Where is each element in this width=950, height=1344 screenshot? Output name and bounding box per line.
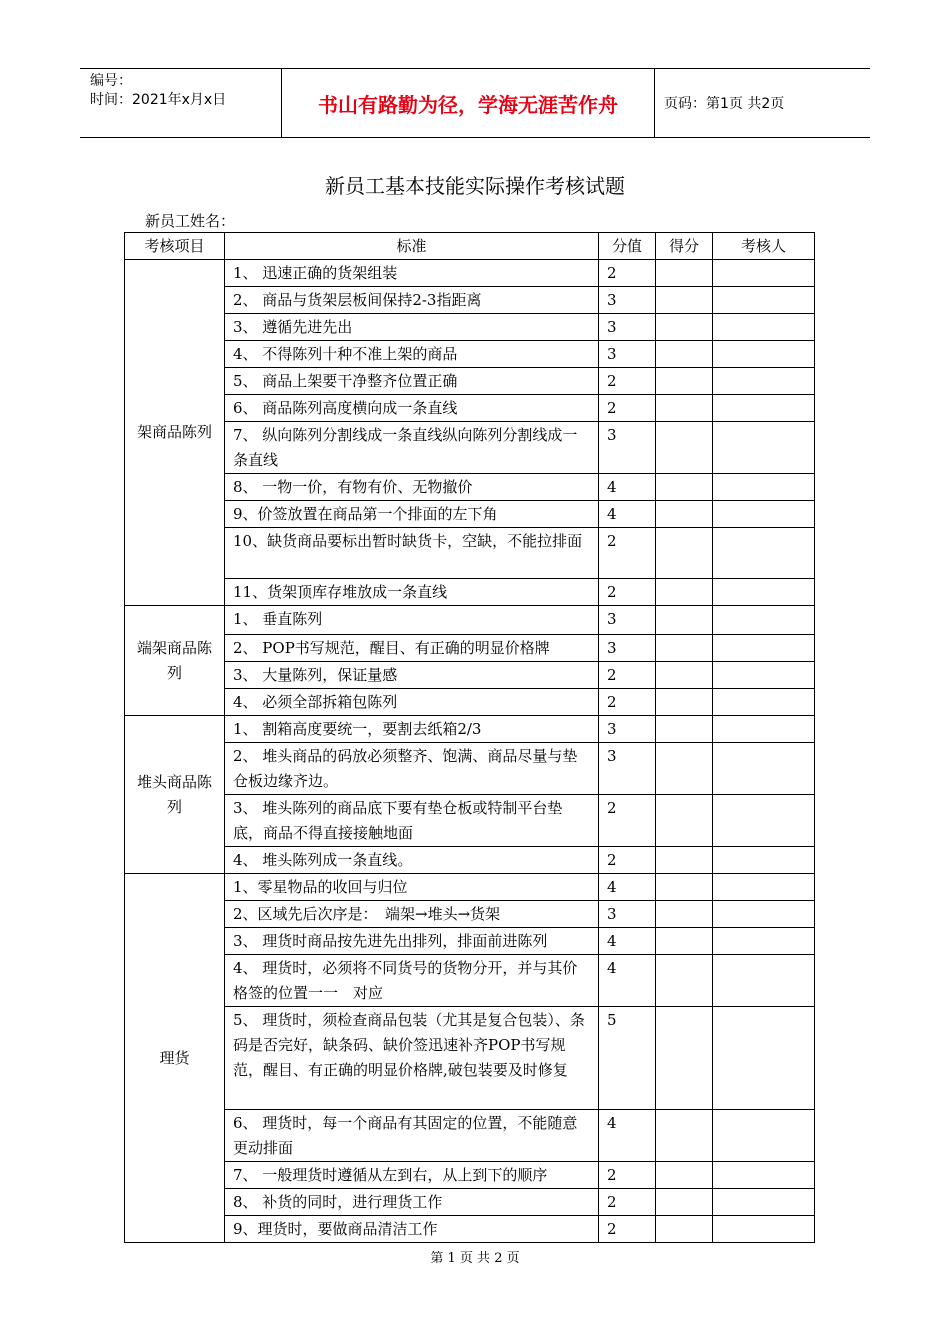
table-row (125, 847, 815, 874)
assessor-cell[interactable] (713, 474, 815, 501)
standard-cell: 3、 理货时商品按先进先出排列，排面前进陈列 (225, 928, 599, 955)
assessor-cell[interactable] (713, 795, 815, 847)
score-cell: 3 (599, 743, 656, 795)
earned-score-cell[interactable] (656, 662, 713, 689)
table-row (125, 795, 815, 847)
earned-score-cell[interactable] (656, 260, 713, 287)
assessor-cell[interactable] (713, 1189, 815, 1216)
table-row (125, 662, 815, 689)
standard-cell: 5、 商品上架要干净整齐位置正确 (225, 368, 599, 395)
table-row (125, 422, 815, 474)
assessor-cell[interactable] (713, 689, 815, 716)
assessor-cell[interactable] (713, 743, 815, 795)
header-category: 考核项目 (125, 233, 225, 260)
assessor-cell[interactable] (713, 901, 815, 928)
standard-cell: 1、 迅速正确的货架组装 (225, 260, 599, 287)
earned-score-cell[interactable] (656, 341, 713, 368)
table-row (125, 928, 815, 955)
assessor-cell[interactable] (713, 635, 815, 662)
earned-score-cell[interactable] (656, 1110, 713, 1162)
score-cell: 4 (599, 955, 656, 1007)
standard-cell: 4、 理货时，必须将不同货号的货物分开，并与其价格签的位置一一 对应 (225, 955, 599, 1007)
assessor-cell[interactable] (713, 287, 815, 314)
score-cell: 2 (599, 395, 656, 422)
header-assessor: 考核人 (713, 233, 815, 260)
score-cell: 2 (599, 260, 656, 287)
score-cell: 3 (599, 901, 656, 928)
table-row (125, 1162, 815, 1189)
score-cell: 3 (599, 341, 656, 368)
standard-cell: 8、 补货的同时，进行理货工作 (225, 1189, 599, 1216)
earned-score-cell[interactable] (656, 928, 713, 955)
table-row (125, 1189, 815, 1216)
assessor-cell[interactable] (713, 1110, 815, 1162)
score-cell: 2 (599, 1189, 656, 1216)
table-row (125, 260, 815, 287)
score-cell: 3 (599, 287, 656, 314)
assessor-cell[interactable] (713, 528, 815, 579)
table-row (125, 314, 815, 341)
standard-cell: 1、零星物品的收回与归位 (225, 874, 599, 901)
category-cell: 理货 (125, 874, 225, 1243)
assessor-cell[interactable] (713, 955, 815, 1007)
table-row (125, 474, 815, 501)
header-standard: 标准 (225, 233, 599, 260)
assessor-cell[interactable] (713, 847, 815, 874)
score-cell: 2 (599, 689, 656, 716)
earned-score-cell[interactable] (656, 1162, 713, 1189)
earned-score-cell[interactable] (656, 716, 713, 743)
earned-score-cell[interactable] (656, 314, 713, 341)
page-footer: 第 1 页 共 2 页 (430, 1251, 520, 1266)
standard-cell: 4、 堆头陈列成一条直线。 (225, 847, 599, 874)
table-row (125, 743, 815, 795)
table-header-row (125, 233, 815, 260)
table-row (125, 1007, 815, 1110)
category-cell: 架商品陈列 (125, 260, 225, 606)
earned-score-cell[interactable] (656, 955, 713, 1007)
assessor-cell[interactable] (713, 395, 815, 422)
assessor-cell[interactable] (713, 501, 815, 528)
score-cell: 2 (599, 1162, 656, 1189)
assessor-cell[interactable] (713, 928, 815, 955)
standard-cell: 5、 理货时，须检查商品包装（尤其是复合包装）、条码是否完好，缺条码、缺价签迅速补齐POP书写规范，醒目、有正确的明显价格牌,破包装要及时修复 (225, 1007, 599, 1110)
number-label: 编号： (90, 73, 132, 89)
earned-score-cell[interactable] (656, 474, 713, 501)
earned-score-cell[interactable] (656, 1216, 713, 1243)
earned-score-cell[interactable] (656, 579, 713, 606)
assessment-table (124, 232, 815, 1243)
table-row (125, 579, 815, 606)
assessor-cell[interactable] (713, 1216, 815, 1243)
assessor-cell[interactable] (713, 1007, 815, 1110)
score-cell: 5 (599, 1007, 656, 1110)
standard-cell: 4、 不得陈列十种不准上架的商品 (225, 341, 599, 368)
standard-cell: 10、缺货商品要标出暂时缺货卡，空缺，不能拉排面 (225, 528, 599, 579)
earned-score-cell[interactable] (656, 395, 713, 422)
assessor-cell[interactable] (713, 579, 815, 606)
standard-cell: 9、理货时，要做商品清洁工作 (225, 1216, 599, 1243)
table-row (125, 368, 815, 395)
score-cell: 2 (599, 847, 656, 874)
earned-score-cell[interactable] (656, 501, 713, 528)
table-row (125, 287, 815, 314)
earned-score-cell[interactable] (656, 901, 713, 928)
earned-score-cell[interactable] (656, 368, 713, 395)
table-row (125, 1216, 815, 1243)
score-cell: 2 (599, 795, 656, 847)
earned-score-cell[interactable] (656, 287, 713, 314)
assessor-cell[interactable] (713, 260, 815, 287)
earned-score-cell[interactable] (656, 689, 713, 716)
score-cell: 2 (599, 368, 656, 395)
table-row (125, 635, 815, 662)
standard-cell: 2、 商品与货架层板间保持2-3指距离 (225, 287, 599, 314)
standard-cell: 3、 遵循先进先出 (225, 314, 599, 341)
category-cell: 堆头商品陈列 (125, 716, 225, 874)
assessor-cell[interactable] (713, 662, 815, 689)
header-meta (80, 69, 282, 137)
assessor-cell[interactable] (713, 1162, 815, 1189)
earned-score-cell[interactable] (656, 1007, 713, 1110)
assessor-cell[interactable] (713, 606, 815, 635)
score-cell: 4 (599, 501, 656, 528)
score-cell: 4 (599, 874, 656, 901)
table-row (125, 874, 815, 901)
score-cell: 3 (599, 716, 656, 743)
table-row (125, 528, 815, 579)
assessor-cell[interactable] (713, 716, 815, 743)
score-cell: 2 (599, 528, 656, 579)
earned-score-cell[interactable] (656, 874, 713, 901)
standard-cell: 3、 堆头陈列的商品底下要有垫仓板或特制平台垫底，商品不得直接接触地面 (225, 795, 599, 847)
standard-cell: 6、 理货时，每一个商品有其固定的位置，不能随意更动排面 (225, 1110, 599, 1162)
table-row (125, 901, 815, 928)
standard-cell: 11、货架顶库存堆放成一条直线 (225, 579, 599, 606)
earned-score-cell[interactable] (656, 528, 713, 579)
standard-cell: 4、 必须全部拆箱包陈列 (225, 689, 599, 716)
score-cell: 3 (599, 422, 656, 474)
table-row (125, 395, 815, 422)
standard-cell: 6、 商品陈列高度横向成一条直线 (225, 395, 599, 422)
table-row (125, 1110, 815, 1162)
earned-score-cell[interactable] (656, 635, 713, 662)
assessor-cell[interactable] (713, 314, 815, 341)
employee-name-label: 新员工姓名： (145, 212, 236, 230)
standard-cell: 7、 一般理货时遵循从左到右，从上到下的顺序 (225, 1162, 599, 1189)
standard-cell: 1、 垂直陈列 (225, 606, 599, 635)
page-header (80, 68, 870, 138)
table-row (125, 716, 815, 743)
category-cell: 端架商品陈列 (125, 606, 225, 716)
header-motto: 书山有路勤为径，学海无涯苦作舟 (282, 69, 655, 137)
table-row (125, 689, 815, 716)
score-cell: 3 (599, 606, 656, 635)
standard-cell: 8、 一物一价，有物有价、无物撤价 (225, 474, 599, 501)
standard-cell: 7、 纵向陈列分割线成一条直线纵向陈列分割线成一条直线 (225, 422, 599, 474)
standard-cell: 9、价签放置在商品第一个排面的左下角 (225, 501, 599, 528)
score-cell: 2 (599, 662, 656, 689)
score-cell: 4 (599, 928, 656, 955)
assessor-cell[interactable] (713, 341, 815, 368)
header-page-info: 页码：第1页 共2页 (664, 96, 785, 112)
table-row (125, 501, 815, 528)
score-cell: 2 (599, 579, 656, 606)
assessor-cell[interactable] (713, 874, 815, 901)
table-row (125, 955, 815, 1007)
standard-cell: 2、区域先后次序是： 端架→堆头→货架 (225, 901, 599, 928)
assessor-cell[interactable] (713, 368, 815, 395)
earned-score-cell[interactable] (656, 847, 713, 874)
score-cell: 2 (599, 1216, 656, 1243)
score-cell: 4 (599, 474, 656, 501)
score-cell: 4 (599, 1110, 656, 1162)
page-title: 新员工基本技能实际操作考核试题 (325, 174, 625, 198)
earned-score-cell[interactable] (656, 1189, 713, 1216)
header-score: 分值 (599, 233, 656, 260)
standard-cell: 2、 堆头商品的码放必须整齐、饱满、商品尽量与垫仓板边缘齐边。 (225, 743, 599, 795)
score-cell: 3 (599, 314, 656, 341)
table-row (125, 606, 815, 635)
assessor-cell[interactable] (713, 422, 815, 474)
standard-cell: 1、 割箱高度要统一，要割去纸箱2/3 (225, 716, 599, 743)
earned-score-cell[interactable] (656, 606, 713, 635)
table-body (125, 260, 815, 1243)
table-row (125, 341, 815, 368)
score-cell: 3 (599, 635, 656, 662)
time-label: 时间：2021年x月x日 (90, 92, 227, 108)
standard-cell: 2、 POP书写规范，醒目、有正确的明显价格牌 (225, 635, 599, 662)
earned-score-cell[interactable] (656, 422, 713, 474)
header-earned: 得分 (656, 233, 713, 260)
earned-score-cell[interactable] (656, 795, 713, 847)
standard-cell: 3、 大量陈列，保证量感 (225, 662, 599, 689)
earned-score-cell[interactable] (656, 743, 713, 795)
